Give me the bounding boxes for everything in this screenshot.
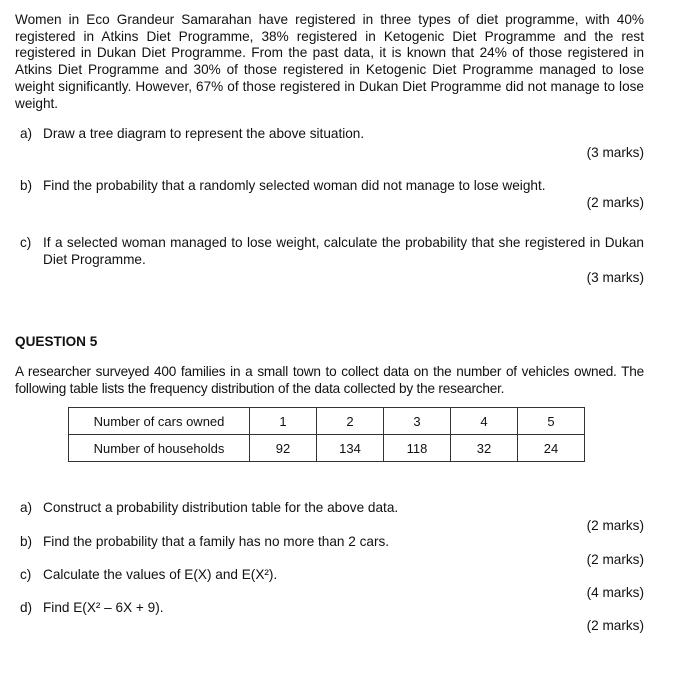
q4-intro: Women in Eco Grandeur Samarahan have registered in three types of diet programme, with 40% registered in Atkins Diet Programme, 38% registered in Ketogenic Diet Programme and the rest registered in Dukan Diet Programme. From the past data, it is known that 24% of those registered in Atkins Diet Programme and 30% of those registered in Ketogenic Diet Programme managed to lose weight significantly. However, 67% of those registered in Dukan Diet Programme did not manage to lose weight.: [15, 12, 644, 111]
table-header-cell: Number of households: [69, 435, 250, 462]
q5-intro: A researcher surveyed 400 families in a small town to collect data on the number of vehicles owned. The following table lists the frequency distribution of the data collected by the researcher.: [15, 364, 644, 396]
marks: (3 marks): [586, 270, 644, 286]
marks: (4 marks): [586, 584, 644, 600]
q5-part-c: [20, 567, 644, 601]
table-cell: 92: [250, 435, 317, 462]
q4-part-a: [20, 126, 644, 161]
frequency-table: [68, 407, 585, 462]
q5-part-a: [20, 500, 644, 534]
q5-part-d: [20, 600, 644, 634]
marks: (2 marks): [586, 517, 644, 533]
part-label: d): [20, 600, 33, 615]
part-label: c): [20, 235, 32, 250]
table-row: [69, 408, 585, 435]
table-cell: 32: [451, 435, 518, 462]
part-label: b): [20, 534, 33, 549]
table-cell: 118: [384, 435, 451, 462]
marks: (2 marks): [586, 617, 644, 633]
marks: (2 marks): [586, 551, 644, 567]
table-cell: 2: [317, 408, 384, 435]
part-text: Find the probability that a family has no more than 2 cars.: [43, 534, 390, 549]
part-text: Calculate the values of E(X) and E(X²).: [43, 567, 278, 582]
part-label: c): [20, 567, 32, 582]
q4-part-c: [20, 235, 644, 287]
q4-part-b: [20, 178, 644, 211]
part-text: Construct a probability distribution table for the above data.: [43, 500, 399, 515]
q5-heading: QUESTION 5: [15, 334, 98, 349]
part-text: Find E(X² – 6X + 9).: [43, 600, 164, 615]
part-text: Draw a tree diagram to represent the above situation.: [43, 126, 365, 141]
marks: (3 marks): [586, 144, 644, 160]
table-cell: 4: [451, 408, 518, 435]
q5-part-b: [20, 534, 644, 568]
table-cell: 134: [317, 435, 384, 462]
table-cell: 24: [518, 435, 585, 462]
table-row: [69, 435, 585, 462]
part-text: Find the probability that a randomly selected woman did not manage to lose weight.: [43, 178, 546, 193]
marks: (2 marks): [586, 194, 644, 210]
part-text: If a selected woman managed to lose weight, calculate the probability that she registered in Dukan Diet Programme.: [43, 235, 644, 267]
table-cell: 5: [518, 408, 585, 435]
part-label: b): [20, 178, 33, 193]
table-header-cell: Number of cars owned: [69, 408, 250, 435]
part-label: a): [20, 126, 33, 141]
part-label: a): [20, 500, 33, 515]
table-cell: 1: [250, 408, 317, 435]
table-cell: 3: [384, 408, 451, 435]
